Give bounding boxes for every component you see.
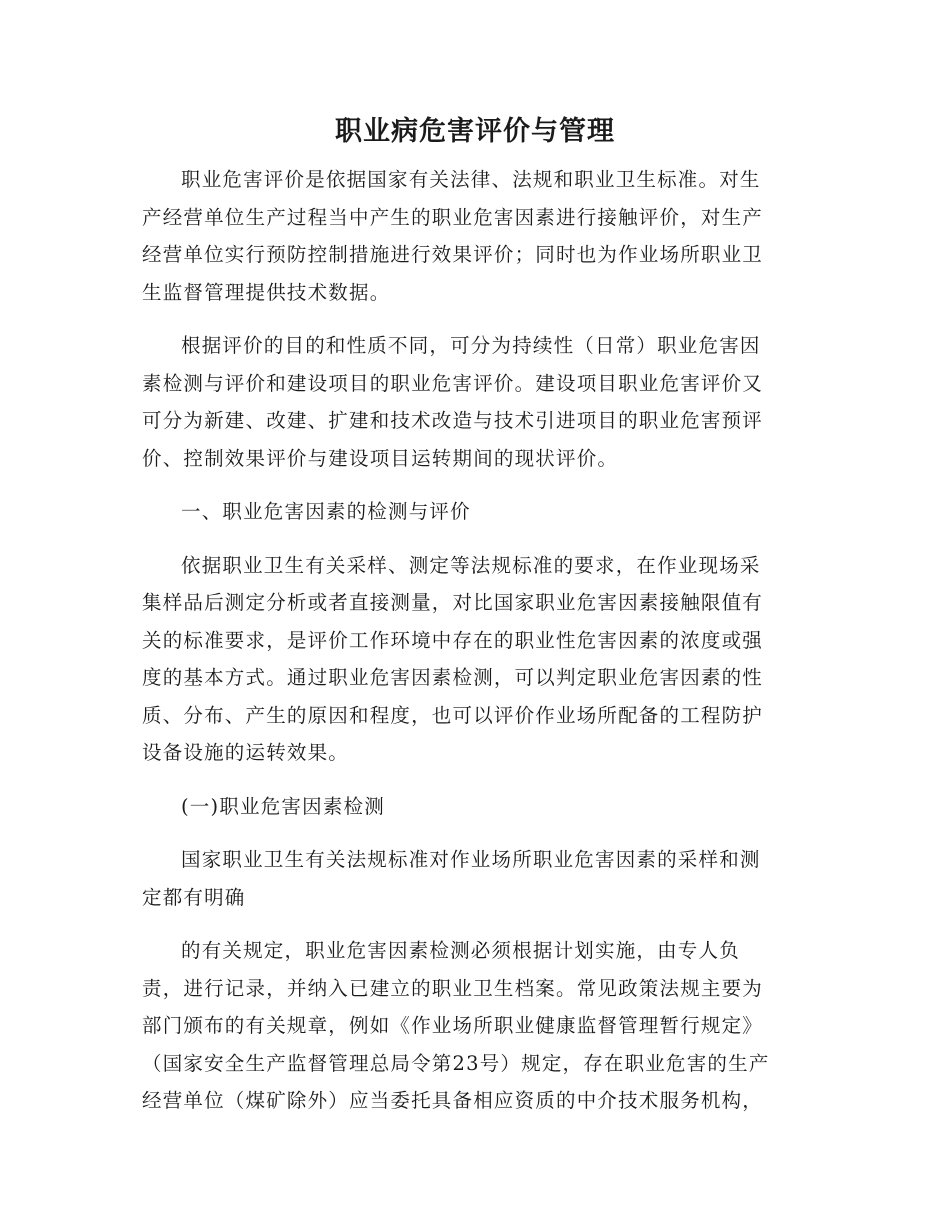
- text-line: 度的基本方式。通过职业危害因素检测，可以判定职业危害因素的性: [142, 666, 764, 689]
- text-line: 价、控制效果评价与建设项目运转期间的现状评价。: [142, 446, 619, 470]
- document-body: [142, 161, 807, 1136]
- paragraph-1: [142, 161, 807, 311]
- text-line: 可分为新建、改建、扩建和技术改造与技术引进项目的职业危害预评: [142, 409, 764, 432]
- text-line: 的有关规定，职业危害因素检测必须根据计划实施，由专人负: [181, 939, 740, 962]
- section-heading-1: 一、职业危害因素的检测与评价: [181, 500, 471, 523]
- text-line: 责，进行记录，并纳入已建立的职业卫生档案。常见政策法规主要为: [142, 976, 764, 1000]
- text-line: 生监督管理提供技术数据。: [142, 280, 391, 304]
- text-line: 依据职业卫生有关采样、测定等法规标准的要求，在作业现场采: [181, 553, 761, 577]
- text-line: 职业危害评价是依据国家有关法律、法规和职业卫生标准。对生: [181, 168, 761, 191]
- text-line: （国家安全生产监督管理总局令第23号）规定，存在职业危害的生产: [142, 1051, 770, 1075]
- paragraph-4: [142, 841, 807, 916]
- text-line: 素检测与评价和建设项目的职业危害评价。建设项目职业危害评价又: [142, 371, 764, 395]
- paragraph-5: [142, 932, 807, 1120]
- text-line: 经营单位实行预防控制措施进行效果评价；同时也为作业场所职业卫: [142, 243, 764, 266]
- section-heading-2: (一)职业危害因素检测: [181, 794, 385, 818]
- text-line: 集样品后测定分析或者直接测量，对比国家职业危害因素接触限值有: [142, 591, 764, 614]
- text-line: 关的标准要求，是评价工作环境中存在的职业性危害因素的浓度或强: [142, 628, 764, 652]
- document-title: 职业病危害评价与管理: [335, 116, 615, 147]
- text-line: 定都有明确: [142, 885, 246, 909]
- text-line: 国家职业卫生有关法规标准对作业场所职业危害因素的采样和测: [181, 848, 761, 871]
- text-line: 经营单位（煤矿除外）应当委托具备相应资质的中介技术服务机构，: [142, 1089, 764, 1112]
- text-line: 设备设施的运转效果。: [142, 741, 350, 764]
- text-line: 部门颁布的有关规章，例如《作业场所职业健康监督管理暂行规定》: [142, 1014, 764, 1037]
- paragraph-3: [142, 547, 807, 772]
- text-line: 质、分布、产生的原因和程度，也可以评价作业场所配备的工程防护: [142, 703, 764, 727]
- text-line: 根据评价的目的和性质不同，可分为持续性（日常）职业危害因: [181, 334, 761, 357]
- text-line: 产经营单位生产过程当中产生的职业危害因素进行接触评价，对生产: [142, 205, 764, 229]
- paragraph-2: [142, 327, 807, 477]
